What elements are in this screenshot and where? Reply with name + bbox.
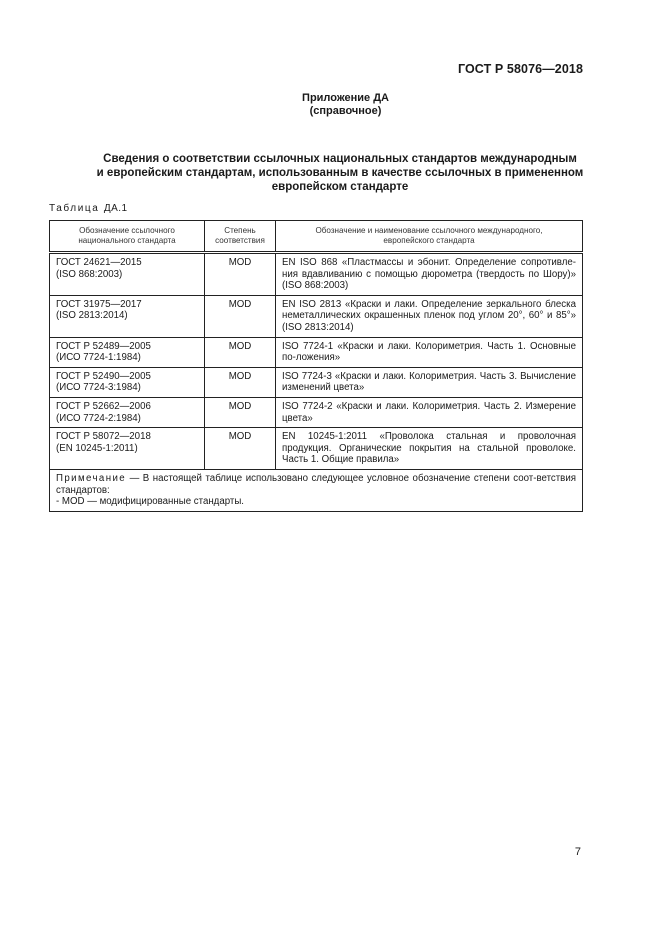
national-ref: (ISO 868:2003): [56, 268, 123, 280]
cell-reference: ISO 7724-1 «Краски и лаки. Колориметрия. Часть 1. Основные по-ложения»: [276, 337, 583, 367]
table-row: [50, 367, 583, 397]
table-header-row: [50, 221, 583, 253]
header-col1-line1: Обозначение ссылочного: [79, 226, 175, 235]
cell-national: [50, 367, 205, 397]
header-col2-line1: Степень: [224, 226, 256, 235]
annex-title: Приложение ДА: [302, 92, 389, 104]
heading-line-3: европейском стандарте: [271, 181, 409, 193]
heading-line-2: и европейским стандартам, использованным в качестве ссылочных в примененном: [96, 167, 584, 179]
cell-national: [50, 253, 205, 296]
national-ref: (ИСО 7724-3:1984): [56, 382, 141, 394]
cell-reference: ISO 7724-3 «Краски и лаки. Колориметрия. Часть 3. Вычисление изменений цвета»: [276, 367, 583, 397]
header-national-standard: [50, 221, 205, 253]
cell-degree: MOD: [205, 295, 276, 337]
cell-degree: MOD: [205, 428, 276, 470]
national-designation: ГОСТ Р 52662—2006: [56, 400, 151, 412]
cell-national: [50, 428, 205, 470]
national-ref: (EN 10245-1:2011): [56, 442, 138, 454]
header-reference-standard: [276, 221, 583, 253]
cell-reference: EN ISO 868 «Пластмассы и эбонит. Определение сопротивле-ния вдавливанию с помощью дюрометра (твердость по Шору)» (ISO 868:2003): [276, 253, 583, 296]
table-row: [50, 253, 583, 296]
header-col3-line1: Обозначение и наименование ссылочного международного,: [315, 226, 543, 235]
cell-reference: EN 10245-1:2011 «Проволока стальная и проволочная продукция. Органические покрытия на стальной проволоке. Часть 1. Общие правила»: [276, 428, 583, 470]
cell-national: [50, 397, 205, 427]
note-item: - MOD — модифицированные стандарты.: [56, 496, 244, 508]
table-note: [50, 469, 583, 511]
national-designation: ГОСТ Р 58072—2018: [56, 431, 151, 443]
cell-national: [50, 337, 205, 367]
note-label: Примечание: [56, 472, 127, 484]
table-caption-number: ДА.1: [103, 203, 128, 214]
cell-degree: MOD: [205, 337, 276, 367]
table-caption-word: Таблица: [49, 203, 100, 214]
table-caption: [49, 203, 128, 214]
cell-reference: ISO 7724-2 «Краски и лаки. Колориметрия. Часть 2. Измерение цвета»: [276, 397, 583, 427]
cell-reference: EN ISO 2813 «Краски и лаки. Определение зеркального блеска неметаллических окрашенных пленок под углом 20°, 60° и 85°» (ISO 2813:2014): [276, 295, 583, 337]
standard-code: ГОСТ Р 58076—2018: [457, 62, 583, 76]
note-text: — В настоящей таблице использовано следующее условное обозначение степени соот-ветствия стандартов:: [56, 472, 576, 496]
table-row: [50, 428, 583, 470]
table-row: [50, 337, 583, 367]
table-row: [50, 295, 583, 337]
table-row: [50, 397, 583, 427]
header-col1-line2: национального стандарта: [78, 236, 176, 245]
annex-subtitle: (справочное): [309, 105, 382, 117]
header-col2-line2: соответствия: [215, 236, 265, 245]
national-ref: (ИСО 7724-2:1984): [56, 412, 141, 424]
header-col3-line2: европейского стандарта: [383, 236, 475, 245]
national-ref: (ISO 2813:2014): [56, 310, 128, 322]
national-designation: ГОСТ Р 52489—2005: [56, 340, 151, 352]
header-degree: [205, 221, 276, 253]
cell-degree: MOD: [205, 397, 276, 427]
correspondence-table: [49, 220, 583, 512]
national-designation: ГОСТ 31975—2017: [56, 298, 142, 310]
national-designation: ГОСТ Р 52490—2005: [56, 370, 151, 382]
table-note-row: [50, 469, 583, 511]
cell-degree: MOD: [205, 253, 276, 296]
cell-degree: MOD: [205, 367, 276, 397]
page-number: 7: [574, 846, 581, 858]
national-ref: (ИСО 7724-1:1984): [56, 352, 141, 364]
cell-national: [50, 295, 205, 337]
section-heading: [60, 152, 620, 194]
annex-title-block: [0, 92, 661, 118]
national-designation: ГОСТ 24621—2015: [56, 257, 142, 268]
heading-line-1: Сведения о соответствии ссылочных национальных стандартов международным: [103, 153, 577, 165]
